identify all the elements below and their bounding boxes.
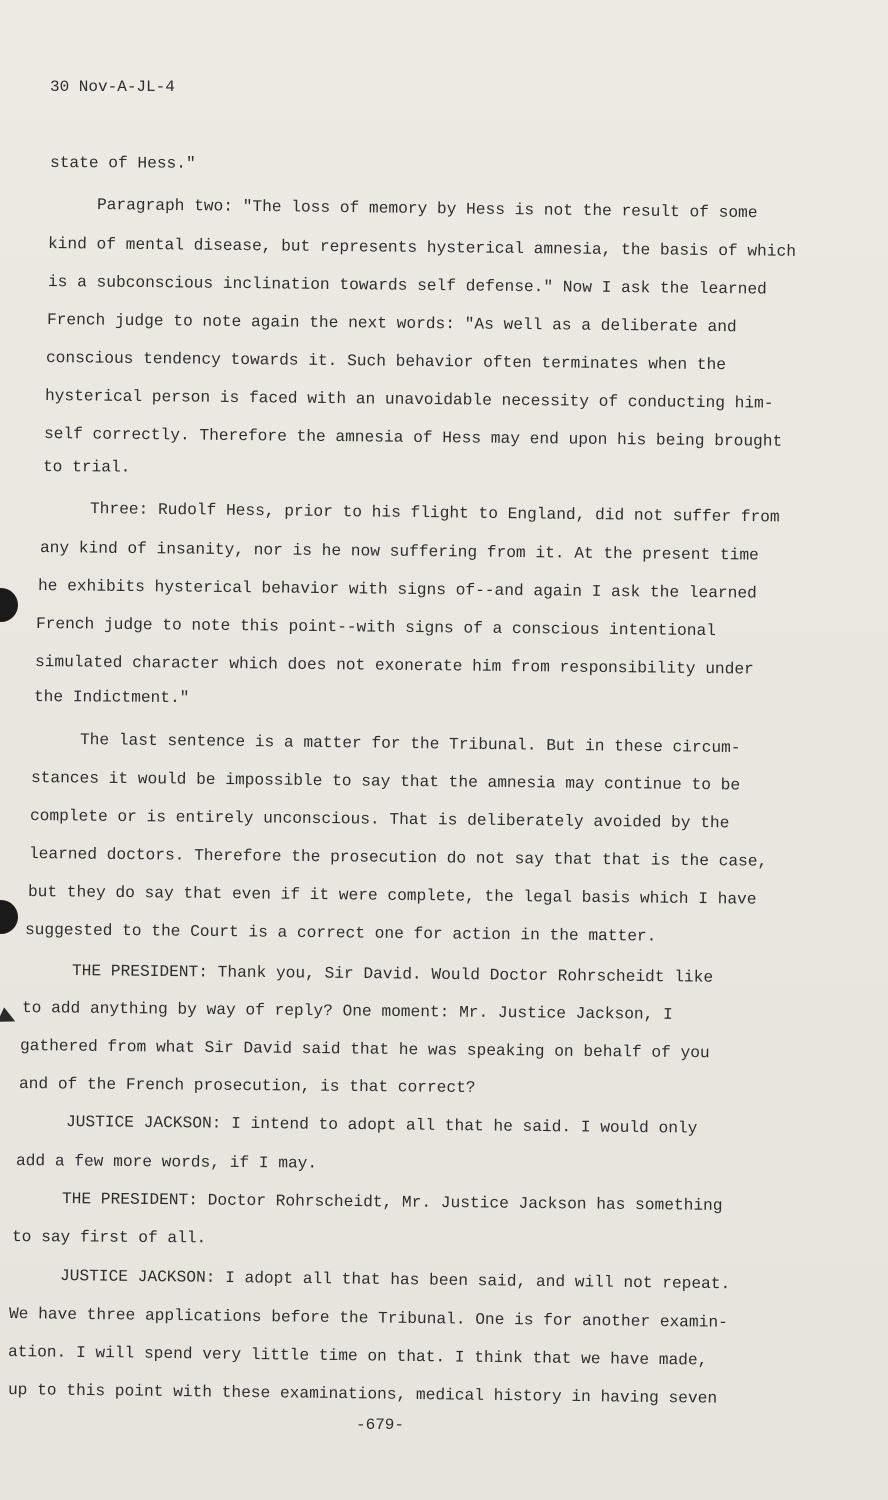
text-line: hysterical person is faced with an unavoidable necessity of conducting him-: [44, 387, 774, 413]
text-line: Three: Rudolf Hess, prior to his flight to England, did not suffer from: [89, 500, 780, 527]
text-line: JUSTICE JACKSON: I intend to adopt all that he said. I would only: [65, 1113, 698, 1138]
text-line: ation. I will spend very little time on that. I think that we have made,: [7, 1343, 708, 1370]
text-line: conscious tendency towards it. Such behavior often terminates when the: [45, 349, 727, 375]
text-line: state of Hess.": [49, 154, 196, 173]
text-line: simulated character which does not exonerate him from responsibility under: [34, 653, 754, 679]
text-line: but they do say that even if it were complete, the legal basis which I have: [27, 883, 757, 909]
punch-hole-top: [0, 588, 18, 622]
page-header: 30 Nov-A-JL-4: [50, 78, 175, 96]
text-line: learned doctors. Therefore the prosecution do not say that that is the case,: [28, 845, 768, 871]
text-line: French judge to note again the next words: "As well as a deliberate and: [46, 311, 737, 337]
text-line: to say first of all.: [11, 1228, 207, 1248]
text-line: THE PRESIDENT: Thank you, Sir David. Would Doctor Rohrscheidt like: [71, 962, 714, 987]
text-line: JUSTICE JACKSON: I adopt all that has been said, and will not repeat.: [59, 1267, 731, 1294]
text-line: kind of mental disease, but represents hysterical amnesia, the basis of which: [47, 235, 797, 261]
text-line: THE PRESIDENT: Doctor Rohrscheidt, Mr. Justice Jackson has something: [61, 1190, 723, 1215]
text-line: French judge to note this point--with signs of a conscious intentional: [35, 615, 717, 641]
text-line: Paragraph two: "The loss of memory by Hess is not the result of some: [96, 196, 758, 223]
page-number: -679-: [356, 1416, 405, 1434]
text-line: stances it would be impossible to say that the amnesia may continue to be: [30, 769, 741, 795]
text-line: to add anything by way of reply? One moment: Mr. Justice Jackson, I: [21, 999, 673, 1024]
margin-mark: [0, 1007, 19, 1028]
text-line: We have three applications before the Tribunal. One is for another examin-: [8, 1305, 728, 1332]
text-line: to trial.: [42, 458, 131, 477]
text-line: The last sentence is a matter for the Tribunal. But in these circum-: [79, 731, 741, 758]
punch-hole-bottom: [0, 900, 18, 934]
text-line: gathered from what Sir David said that he was speaking on behalf of you: [19, 1037, 710, 1063]
text-line: and of the French prosecution, is that correct?: [18, 1075, 476, 1097]
text-line: suggested to the Court is a correct one for action in the matter.: [24, 921, 657, 946]
text-line: complete or is entirely unconscious. That is deliberately avoided by the: [29, 807, 730, 833]
text-line: self correctly. Therefore the amnesia of Hess may end upon his being brought: [43, 425, 783, 451]
text-line: is a subconscious inclination towards self defense." Now I ask the learned: [47, 273, 767, 299]
text-line: add a few more words, if I may.: [15, 1152, 318, 1173]
text-line: up to this point with these examinations, medical history in having seven: [7, 1381, 718, 1408]
text-line: the Indictment.": [33, 688, 190, 708]
text-line: any kind of insanity, nor is he now suffering from it. At the present time: [39, 539, 759, 565]
text-line: he exhibits hysterical behavior with signs of--and again I ask the learned: [37, 577, 757, 603]
